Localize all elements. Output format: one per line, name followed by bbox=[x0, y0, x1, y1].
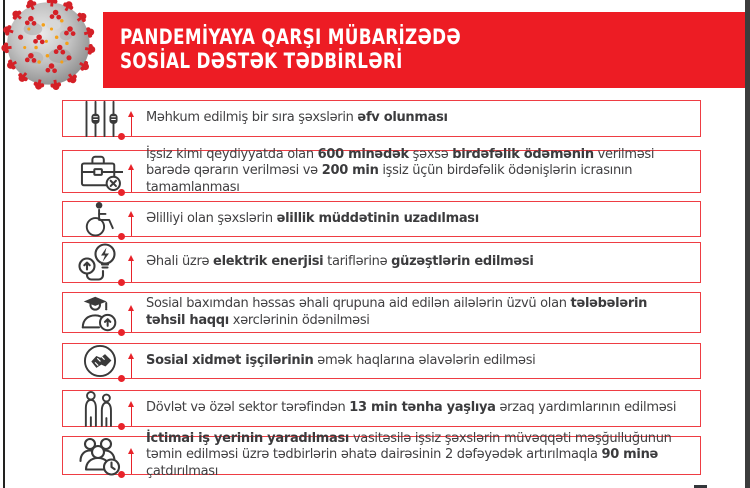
measure-text-bold: tələbələrin təhsil haqqı bbox=[146, 296, 648, 328]
measure-text bbox=[146, 110, 448, 126]
measure-text-bold: 13 min tənha yaşlıya bbox=[349, 400, 496, 416]
connector-dot bbox=[118, 471, 125, 478]
page-title-line2: SOSİAL DƏSTƏK TƏDBİRLƏRİ bbox=[120, 49, 403, 73]
measure-text-bold: 600 minədək bbox=[317, 147, 409, 163]
support-measure-row bbox=[62, 201, 701, 237]
support-measure-row bbox=[62, 390, 701, 427]
wheelchair-icon bbox=[69, 202, 131, 236]
measure-text-bold: 200 min bbox=[321, 163, 379, 179]
measure-text bbox=[146, 296, 690, 328]
connector-dot bbox=[118, 189, 125, 196]
connector-dot bbox=[118, 423, 125, 430]
support-measure-row bbox=[62, 431, 701, 479]
measure-text-bold: Sosial xidmət işçilərinin bbox=[146, 352, 314, 368]
measure-text bbox=[146, 254, 534, 270]
connector-dot bbox=[118, 329, 125, 336]
measure-text-regular: Sosial baxımdan həssas əhali qrupuna aid edilən ailələrin üzvü olan bbox=[146, 296, 571, 312]
right-frame-line bbox=[745, 0, 750, 488]
support-measure-row bbox=[62, 147, 701, 195]
measure-text-bold: əlillik müddətinin uzadılması bbox=[276, 210, 479, 226]
handshake-circle-icon bbox=[69, 344, 131, 378]
up-arrow-icon bbox=[131, 359, 132, 378]
measure-text-regular: vasitəsilə işsiz şəxslərin müvəqqəti məşğulluğunun təmin edilməsi üzrə tədbirlərin əhatə dairəsinin 2 dəfəyədək artırılmaqla bbox=[146, 431, 672, 463]
measure-text-regular: verilməsi barədə qərarın verilməsi və bbox=[146, 147, 655, 179]
measure-text-bold: 90 minə bbox=[601, 447, 659, 463]
measure-text-bold: əfv olunması bbox=[357, 110, 448, 126]
measure-text-regular: Dövlət və özəl sektor tərəfindən bbox=[146, 400, 350, 416]
measure-text-regular: xərclərinin ödənilməsi bbox=[228, 312, 370, 328]
up-arrow-icon bbox=[131, 454, 132, 474]
measure-text-regular: şəxsə bbox=[408, 147, 453, 163]
measure-text bbox=[146, 431, 690, 479]
elderly-couple-icon bbox=[69, 391, 131, 426]
briefcase-x-icon bbox=[69, 151, 131, 192]
connector-dot bbox=[118, 233, 125, 240]
measure-text-regular: əmək haqlarına əlavələrin edilməsi bbox=[313, 352, 536, 368]
measure-text bbox=[146, 147, 690, 195]
measure-text bbox=[146, 400, 676, 416]
measure-text-regular: Əhali üzrə bbox=[146, 254, 214, 270]
public-works-group-clock-icon bbox=[69, 437, 131, 474]
page-title-line1: PANDEMİYAYA QARŞI MÜBARİZƏDƏ bbox=[120, 25, 461, 50]
up-arrow-icon bbox=[131, 117, 132, 136]
up-arrow-icon bbox=[131, 170, 132, 192]
up-arrow-icon bbox=[131, 407, 132, 426]
prison-bars-hands-icon bbox=[69, 101, 131, 136]
measure-text-regular: İşsiz kimi qeydiyyatda olan bbox=[146, 147, 318, 163]
student-tuition-icon bbox=[69, 293, 131, 332]
measure-text-bold: elektrik enerjisi bbox=[213, 254, 324, 270]
up-arrow-icon bbox=[131, 217, 132, 236]
measure-text-regular: Əlilliyi olan şəxslərin bbox=[146, 210, 277, 226]
up-arrow-icon bbox=[131, 311, 132, 332]
measure-text bbox=[146, 211, 479, 227]
coronavirus-illustration-icon bbox=[0, 0, 103, 95]
measure-text bbox=[146, 353, 535, 369]
support-measure-row bbox=[62, 292, 701, 333]
measure-text-bold: İctimai iş yerinin yaradılması bbox=[146, 431, 350, 447]
header-bar bbox=[103, 12, 745, 88]
support-measure-row bbox=[62, 343, 701, 379]
measure-text-regular: işsiz üçün birdəfəlik ödənişlərin icrasının tamamlanması bbox=[146, 163, 633, 195]
up-arrow-icon bbox=[131, 261, 132, 282]
support-measure-row bbox=[62, 100, 701, 137]
measure-text-regular: çatdırılması bbox=[146, 463, 219, 479]
connector-dot bbox=[118, 279, 125, 286]
electric-plug-bulb-icon bbox=[69, 243, 131, 282]
measure-text-bold: birdəfəlik ödəmənin bbox=[452, 147, 594, 163]
connector-dot bbox=[118, 375, 125, 382]
measure-text-regular: ərzaq yardımlarının edilməsi bbox=[495, 400, 677, 416]
connector-dot bbox=[118, 133, 125, 140]
measure-text-regular: tariflərinə bbox=[323, 254, 392, 270]
support-measure-row bbox=[62, 242, 701, 283]
measure-text-bold: güzəştlərin edilməsi bbox=[391, 254, 534, 270]
measure-text-regular: Məhkum edilmiş bir sıra şəxslərin bbox=[146, 110, 358, 126]
